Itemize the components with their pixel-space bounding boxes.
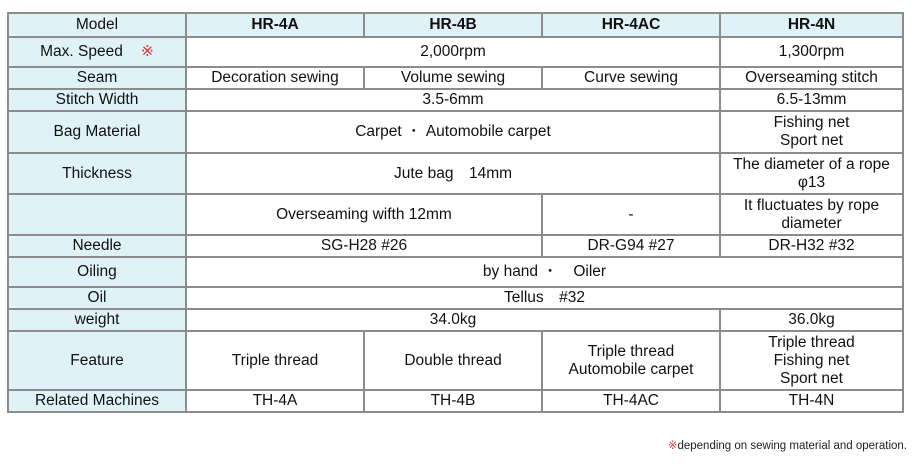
thickness-a-ac: Jute bag 14mm [187,154,719,193]
footnote [668,438,907,452]
stitch-width-a-ac: 3.5-6mm [187,90,719,110]
header-row [9,14,902,36]
row-needle [9,236,902,256]
spec-table [7,12,904,413]
model-hr-4b: HR-4B [365,14,541,36]
row-weight [9,310,902,330]
feature-n-line3: Sport net [780,369,843,387]
max-speed-label: Max. Speed ※ [9,38,185,66]
seam-label: Seam [9,68,185,88]
related-machines-label: Related Machines [9,391,185,411]
stitch-width-n: 6.5-13mm [721,90,902,110]
related-n: TH-4N [721,391,902,411]
asterisk-mark: ※ [140,43,154,60]
thickness-label: Thickness [9,154,185,193]
bag-material-n [721,112,902,152]
needle-n: DR-H32 #32 [721,236,902,256]
overseaming-width-n-line1: It fluctuates by rope [743,196,880,214]
thickness-n-line1: The diameter of a rope [733,155,890,173]
stitch-width-label: Stitch Width [9,90,185,110]
row-feature [9,332,902,389]
needle-a-b: SG-H28 #26 [187,236,541,256]
row-overseaming-width [9,195,902,234]
overseaming-width-ac: - [543,195,719,234]
seam-a: Decoration sewing [187,68,363,88]
model-hr-4ac: HR-4AC [543,14,719,36]
footnote-text: depending on sewing material and operation. [677,440,907,452]
model-hr-4a: HR-4A [187,14,363,36]
bag-material-n-line2: Sport net [780,132,843,149]
feature-ac [543,332,719,389]
bag-material-label: Bag Material [9,112,185,152]
related-a: TH-4A [187,391,363,411]
max-speed-a-ac: 2,000rpm [187,38,719,66]
seam-ac: Curve sewing [543,68,719,88]
thickness-n-line2: φ13 [797,173,826,191]
feature-n-line1: Triple thread [768,333,855,351]
row-seam [9,68,902,88]
feature-ac-line1: Triple thread [587,342,675,360]
row-bag-material [9,112,902,152]
related-b: TH-4B [365,391,541,411]
feature-b: Double thread [365,332,541,389]
overseaming-width-n-line2: diameter [781,214,842,232]
feature-label: Feature [9,332,185,389]
blank-label [9,195,185,234]
feature-ac-line2: Automobile carpet [568,360,694,378]
weight-label: weight [9,310,185,330]
model-label: Model [9,14,185,36]
footnote-mark: ※ [667,440,678,452]
thickness-n [721,154,902,193]
oiling-label: Oiling [9,258,185,286]
seam-b: Volume sewing [365,68,541,88]
bag-material-n-line1: Fishing net [773,114,850,131]
feature-a: Triple thread [187,332,363,389]
row-oil [9,288,902,308]
max-speed-n: 1,300rpm [721,38,902,66]
model-hr-4n: HR-4N [721,14,902,36]
row-max-speed [9,38,902,66]
overseaming-width-a-b: Overseaming wifth 12mm [187,195,541,234]
seam-n: Overseaming stitch [721,68,902,88]
row-stitch-width [9,90,902,110]
needle-label: Needle [9,236,185,256]
row-oiling [9,258,902,286]
weight-a-ac: 34.0kg [187,310,719,330]
needle-ac: DR-G94 #27 [543,236,719,256]
oil-all: Tellus #32 [187,288,902,308]
overseaming-width-n [721,195,902,234]
row-thickness [9,154,902,193]
bag-material-a-ac: Carpet ・ Automobile carpet [187,112,719,152]
oil-label: Oil [9,288,185,308]
oiling-all: by hand ・ Oiler [187,258,902,286]
feature-n [721,332,902,389]
spec-table-wrapper [7,12,904,413]
weight-n: 36.0kg [721,310,902,330]
related-ac: TH-4AC [543,391,719,411]
row-related-machines [9,391,902,411]
feature-n-line2: Fishing net [773,351,850,369]
